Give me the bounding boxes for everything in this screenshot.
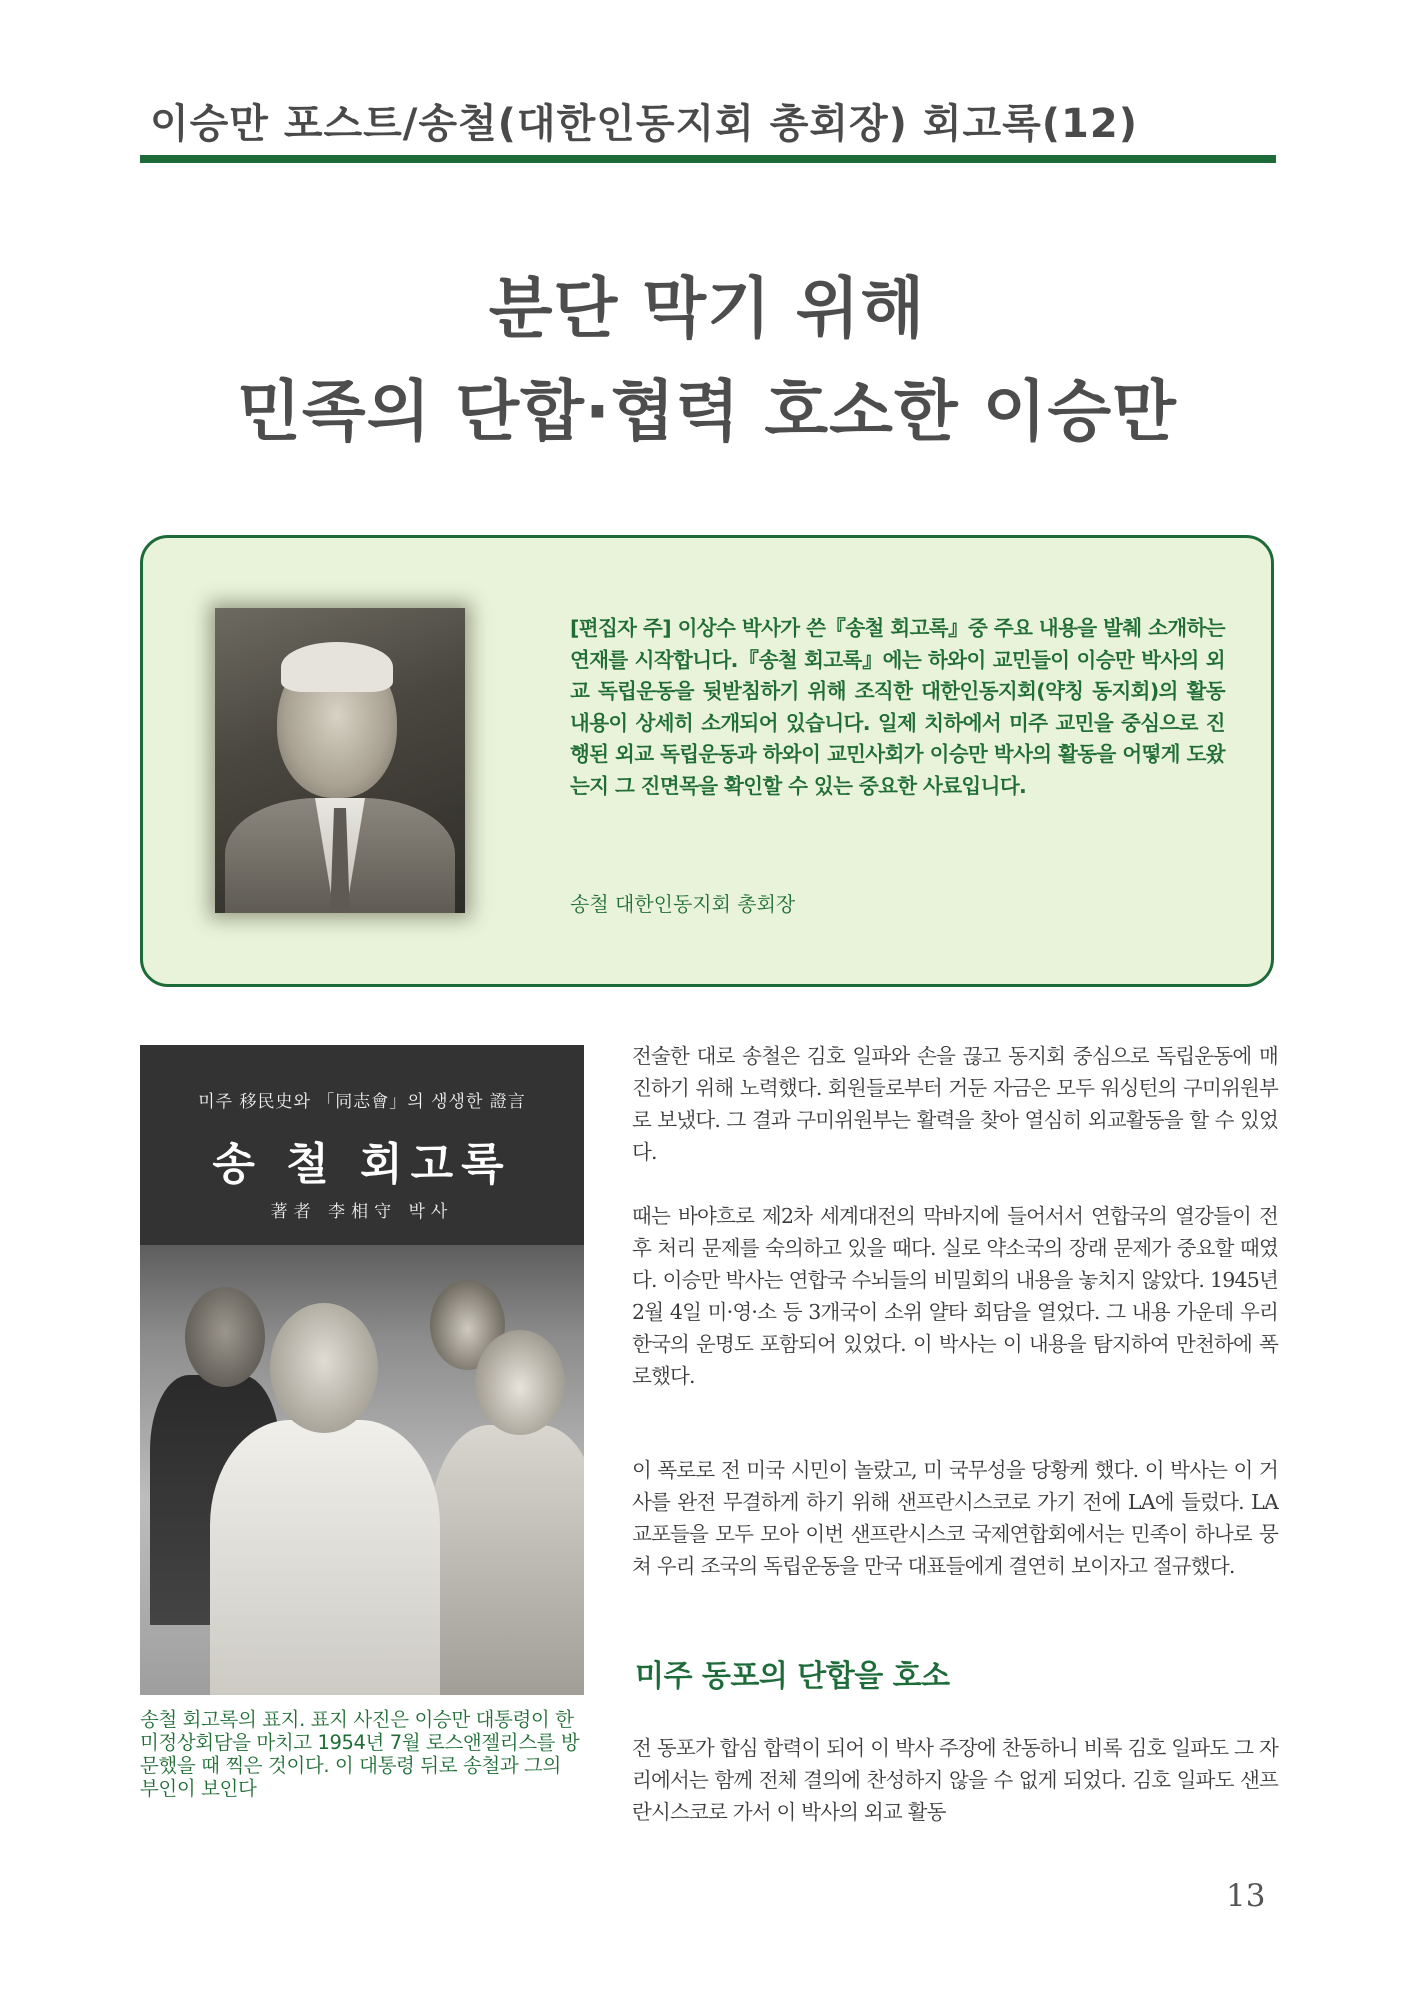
portrait-caption: 송철 대한인동지회 총회장 (570, 892, 796, 916)
headline-line-2: 민족의 단합·협력 호소한 이승만 (237, 373, 1177, 450)
editor-note-box (140, 535, 1274, 987)
editor-note-text: [편집자 주] 이상수 박사가 쓴『송철 회고록』중 주요 내용을 발췌 소개하는 연재를 시작합니다.『송철 회고록』에는 하와이 교민들이 이승만 박사의 외교 독립운동을 뒷받침하기 위해 조직한 대한인동지회(약칭 동지회)의 활동 내용이 상세히 소개되어 있습니다. 일제 치하에서 미주 교민을 중심으로 진행된 외교 독립운동과 하와이 교민사회가 이승만 박사의 활동을 어떻게 도왔는지 그 진면목을 확인할 수 있는 중요한 사료입니다. (570, 616, 1225, 798)
book-cover-photo (140, 1045, 584, 1695)
page-number: 13 (1226, 1878, 1266, 1914)
header-rule (140, 155, 1276, 163)
series-header: 이승만 포스트/송철(대한인동지회 총회장) 회고록(12) (150, 101, 1138, 147)
photo-caption: 송철 회고록의 표지. 표지 사진은 이승만 대통령이 한미정상회담을 마치고 1954년 7월 로스앤젤리스를 방문했을 때 찍은 것이다. 이 대통령 뒤로 송철과 그의 부인이 보인다 (140, 1708, 580, 1800)
article-paragraph: 때는 바야흐로 제2차 세계대전의 막바지에 들어서서 연합국의 열강들이 전후 처리 문제를 숙의하고 있을 때다. 실로 약소국의 장래 문제가 중요할 때였다. 이승만 박사는 연합국 수뇌들의 비밀회의 내용을 놓치지 않았다. 1945년 2월 4일 미·영·소 등 3개국이 소위 얄타 회담을 열었다. 그 내용 가운데 우리 한국의 운명도 포함되어 있었다. 이 박사는 이 내용을 탐지하여 만천하에 폭로했다. (632, 1204, 1278, 1388)
portrait-photo (215, 608, 465, 913)
article-paragraph: 이 폭로로 전 미국 시민이 놀랐고, 미 국무성을 당황케 했다. 이 박사는 이 거사를 완전 무결하게 하기 위해 샌프란시스코로 가기 전에 LA에 들렀다. LA 교포들을 모두 모아 이번 샌프란시스코 국제연합회에서는 민족이 하나로 뭉쳐 우리 조국의 독립운동을 만국 대표들에게 결연히 보이자고 절규했다. (632, 1458, 1278, 1578)
article-paragraph: 전술한 대로 송철은 김호 일파와 손을 끊고 동지회 중심으로 독립운동에 매진하기 위해 노력했다. 회원들로부터 거둔 자금은 모두 워싱턴의 구미위원부로 보냈다. 그 결과 구미위원부는 활력을 찾아 열심히 외교활동을 할 수 있었다. (632, 1044, 1278, 1164)
headline-line-1: 분단 막기 위해 (488, 270, 926, 347)
cover-subtitle: 미주 移民史와 「同志會」의 생생한 證言 (198, 1092, 526, 1112)
section-heading: 미주 동포의 단합을 호소 (635, 1659, 950, 1694)
article-paragraph: 전 동포가 합심 합력이 되어 이 박사 주장에 찬동하니 비록 김호 일파도 그 자리에서는 함께 전체 결의에 찬성하지 않을 수 없게 되었다. 김호 일파도 샌프란시스코로 가서 이 박사의 외교 활동 (632, 1736, 1278, 1824)
cover-author: 著者 李相守 박사 (270, 1202, 454, 1222)
cover-title: 송 철 회고록 (212, 1139, 512, 1190)
